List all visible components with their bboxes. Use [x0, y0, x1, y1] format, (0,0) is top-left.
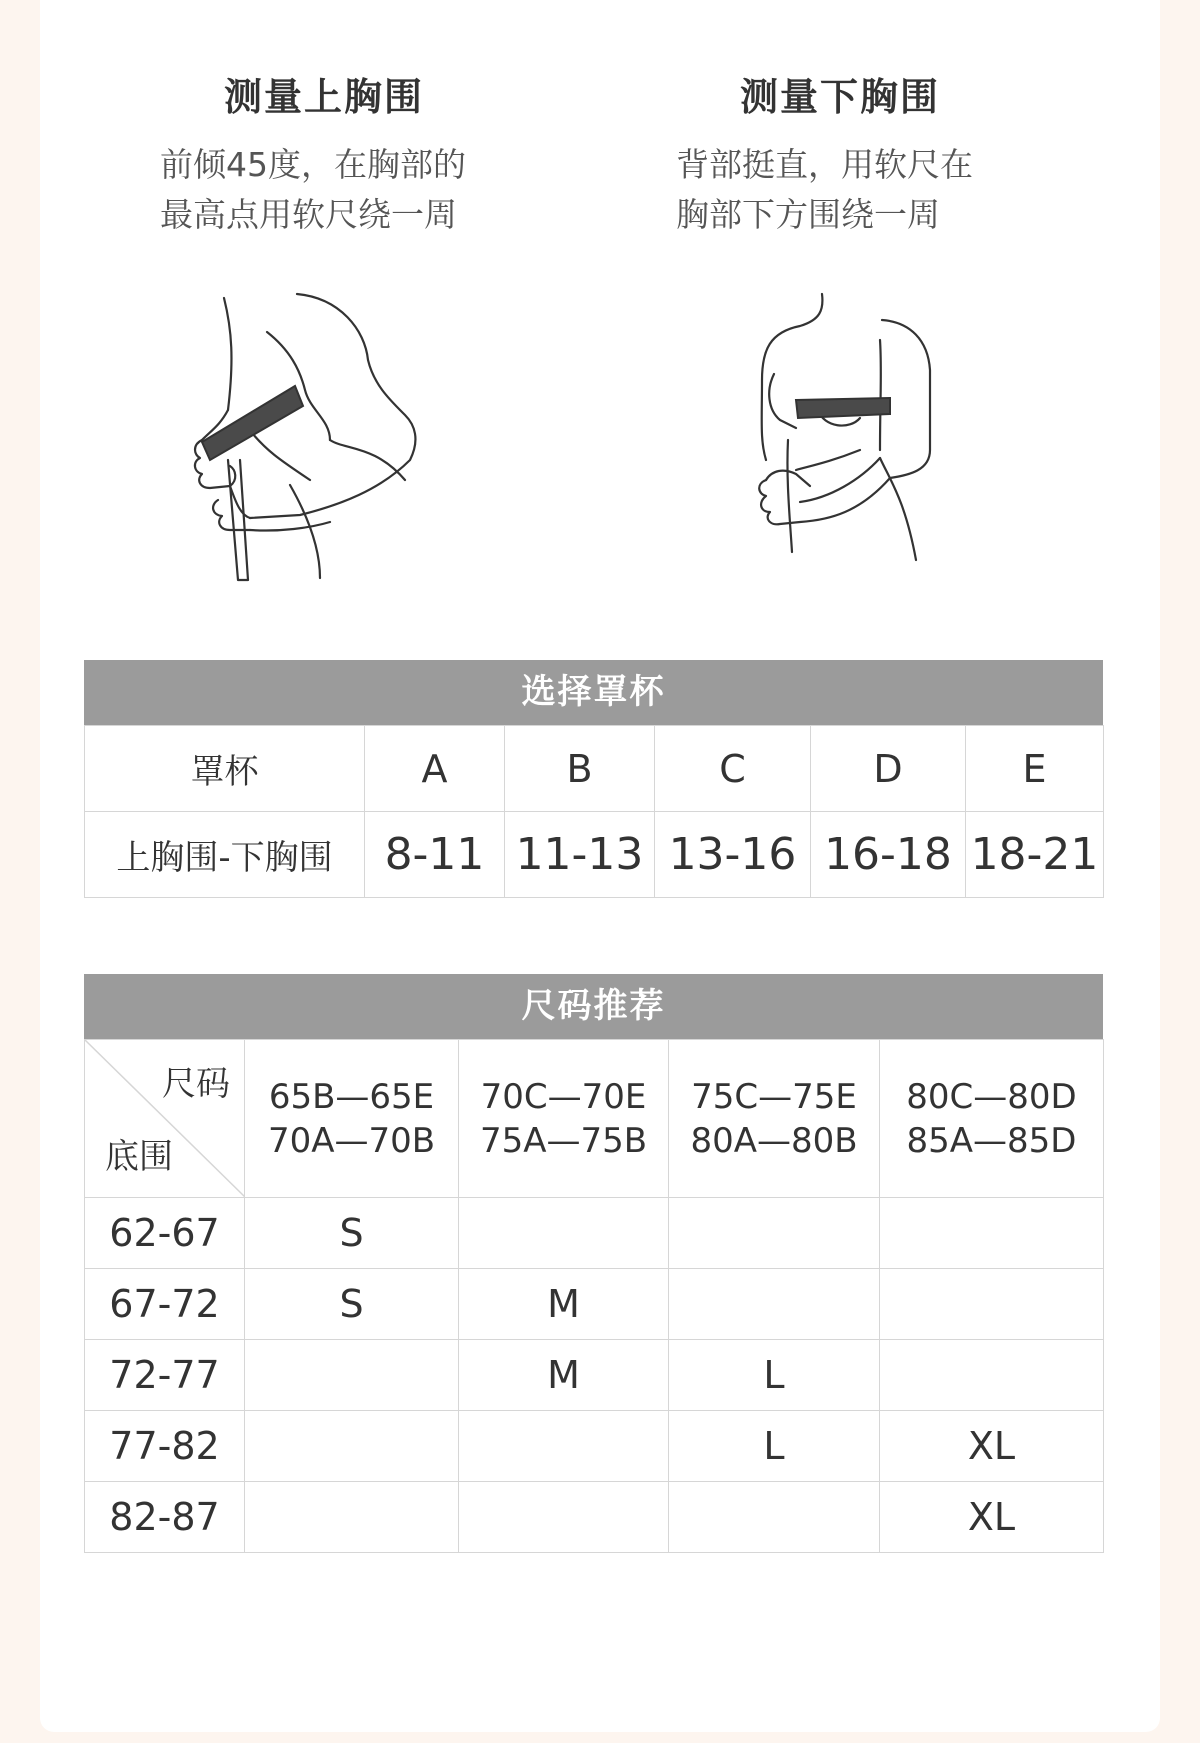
column-header-line1: 75C—75E	[691, 1076, 857, 1117]
size-cell	[459, 1411, 669, 1482]
difference-cell: 8-11	[365, 812, 505, 898]
column-header-line1: 80C—80D	[906, 1076, 1077, 1117]
measure-upper-desc	[160, 140, 580, 240]
size-cell: M	[459, 1340, 669, 1411]
size-cell	[669, 1198, 880, 1269]
size-cell	[669, 1482, 880, 1553]
column-header-line1: 65B—65E	[268, 1076, 435, 1117]
measure-upper-title: 测量上胸围	[224, 75, 425, 119]
size-cell	[459, 1482, 669, 1553]
cup-selection-table	[84, 660, 1103, 898]
column-header-line2: 85A—85D	[906, 1120, 1077, 1161]
band-cell: 67-72	[85, 1269, 245, 1340]
size-cell: S	[245, 1269, 459, 1340]
size-cell	[880, 1269, 1104, 1340]
table-row	[85, 1482, 1104, 1553]
size-cell	[245, 1340, 459, 1411]
corner-size-label: 尺码	[162, 1064, 230, 1104]
band-cell: 77-82	[85, 1411, 245, 1482]
size-table-title: 尺码推荐	[84, 974, 1103, 1039]
difference-cell: 11-13	[505, 812, 655, 898]
upper-bust-illustration	[190, 290, 460, 590]
table-row	[85, 1198, 1104, 1269]
cup-cell: E	[966, 726, 1104, 812]
size-column-header	[459, 1040, 669, 1198]
size-cell: M	[459, 1269, 669, 1340]
difference-row	[85, 812, 1104, 898]
difference-cell: 13-16	[655, 812, 811, 898]
size-header-row	[85, 1040, 1104, 1198]
band-cell: 72-77	[85, 1340, 245, 1411]
table-row	[85, 1269, 1104, 1340]
cup-table-grid	[84, 725, 1104, 898]
measure-upper-desc-line2: 最高点用软尺绕一周	[160, 195, 457, 234]
size-cell	[669, 1269, 880, 1340]
size-cell	[245, 1482, 459, 1553]
cup-table-title: 选择罩杯	[84, 660, 1103, 725]
size-cell	[880, 1340, 1104, 1411]
size-cell	[245, 1411, 459, 1482]
cup-cell: B	[505, 726, 655, 812]
measure-lower-desc-line1: 背部挺直，用软尺在	[676, 145, 973, 184]
lower-bust-illustration	[740, 290, 940, 570]
corner-band-label: 底围	[105, 1137, 173, 1177]
cup-cell: C	[655, 726, 811, 812]
difference-row-label: 上胸围-下胸围	[85, 812, 365, 898]
column-header-line2: 80A—80B	[690, 1120, 858, 1161]
size-cell	[459, 1198, 669, 1269]
size-column-header	[880, 1040, 1104, 1198]
size-cell: XL	[880, 1411, 1104, 1482]
size-cell	[880, 1198, 1104, 1269]
table-row	[85, 1411, 1104, 1482]
cup-cell: A	[365, 726, 505, 812]
size-corner-cell	[85, 1040, 245, 1198]
cup-row-label: 罩杯	[85, 726, 365, 812]
measure-lower-desc-line2: 胸部下方围绕一周	[676, 195, 940, 234]
column-header-line2: 75A—75B	[479, 1120, 648, 1161]
size-column-header	[245, 1040, 459, 1198]
size-cell: L	[669, 1411, 880, 1482]
size-recommendation-table	[84, 974, 1103, 1553]
column-header-line2: 70A—70B	[267, 1120, 436, 1161]
measure-lower-title: 测量下胸围	[740, 75, 941, 119]
difference-cell: 18-21	[966, 812, 1104, 898]
size-cell: L	[669, 1340, 880, 1411]
cup-cell: D	[811, 726, 966, 812]
measure-upper-desc-line1: 前倾45度，在胸部的	[160, 145, 466, 184]
size-column-header	[669, 1040, 880, 1198]
band-cell: 62-67	[85, 1198, 245, 1269]
size-cell: XL	[880, 1482, 1104, 1553]
band-cell: 82-87	[85, 1482, 245, 1553]
measure-lower-desc	[676, 140, 1096, 240]
table-row	[85, 1340, 1104, 1411]
difference-cell: 16-18	[811, 812, 966, 898]
size-table-grid	[84, 1039, 1104, 1553]
size-cell: S	[245, 1198, 459, 1269]
cup-row	[85, 726, 1104, 812]
column-header-line1: 70C—70E	[480, 1076, 647, 1117]
